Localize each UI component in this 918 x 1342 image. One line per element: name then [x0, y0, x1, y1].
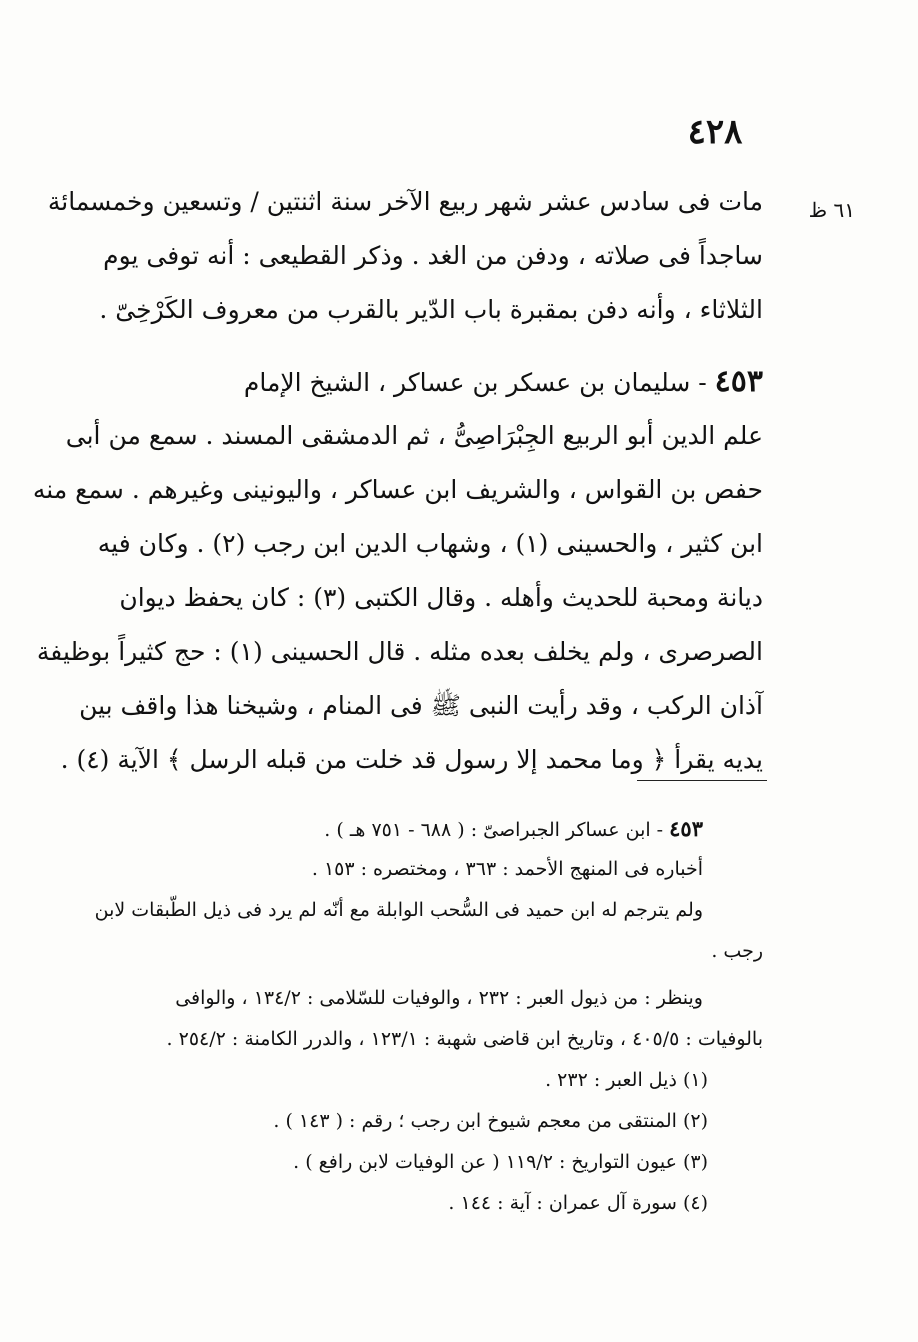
footnote-reference: (١) ذيل العبر : ٢٣٢ . [545, 1069, 708, 1091]
footnote-separator [637, 780, 767, 781]
footnote-reference: (٢) المنتقى من معجم شيوخ ابن رجب ؛ رقم : ( ١٤٣ ) . [273, 1110, 708, 1132]
footnote-entry-number: ٤٥٣ [669, 816, 703, 841]
entry-number: ٤٥٣ [714, 364, 763, 399]
bio-line: الصرصرى ، ولم يخلف بعده مثله . قال الحسينى (١) : حج كثيراً بوظيفة [36, 637, 763, 666]
bio-line: يديه يقرأ ﴿ وما محمد إلا رسول قد خلت من قبله الرسل ﴾ الآية (٤) . [60, 745, 763, 774]
bio-line: ديانة ومحبة للحديث وأهله . وقال الكتبى (٣) : كان يحفظ ديوان [119, 583, 763, 612]
margin-folio-note: ٦١ ظ [808, 198, 855, 222]
continuation-line: مات فى سادس عشر شهر ربيع الآخر سنة اثنتين / وتسعين وخمسمائة [47, 187, 763, 216]
bio-line: ابن كثير ، والحسينى (١) ، وشهاب الدين ابن رجب (٢) . وكان فيه [97, 529, 763, 558]
continuation-line: ساجداً فى صلاته ، ودفن من الغد . وذكر القطيعى : أنه توفى يوم [103, 241, 763, 270]
continuation-line: الثلاثاء ، وأنه دفن بمقبرة باب الدّير بالقرب من معروف الكَرْخِىّ . [99, 295, 763, 324]
footnotes-block [95, 808, 763, 1224]
footnote-reference: (٣) عيون التواريخ : ١١٩/٢ ( عن الوفيات لابن رافع ) . [293, 1151, 708, 1173]
footnote-line: بالوفيات : ٤٠٥/٥ ، وتاريخ ابن قاضى شهبة : ١٢٣/١ ، والدرر الكامنة : ٢٥٤/٢ . [166, 1028, 763, 1050]
footnote-entry-header [95, 808, 763, 849]
bio-line: حفص بن القواس ، والشريف ابن عساكر ، واليونينى وغيرهم . سمع منه [32, 475, 763, 504]
entry-first-line: - سليمان بن عسكر بن عساكر ، الشيخ الإمام [243, 368, 715, 397]
footnote-line: رجب . [711, 940, 763, 962]
footnote-line: ولم يترجم له ابن حميد فى السُّحب الوابلة مع أنّه لم يرد فى ذيل الطّبقات لابن [94, 899, 703, 921]
footnote-line: وينظر : من ذيول العبر : ٢٣٢ ، والوفيات للسّلامى : ١٣٤/٢ ، والوافى [175, 987, 703, 1009]
bio-line: علم الدين أبو الربيع الجِبْرَاصِىُّ ، ثم الدمشقى المسند . سمع من أبى [65, 421, 763, 450]
footnote-reference: (٤) سورة آل عمران : آية : ١٤٤ . [448, 1192, 708, 1214]
page-number: ٤٢٨ [687, 112, 743, 152]
main-text-block [32, 175, 763, 787]
bio-line: آذان الركب ، وقد رأيت النبى ﷺ فى المنام ، وشيخنا هذا واقف بين [79, 691, 763, 720]
entry-heading-line [95, 355, 763, 409]
footnote-line: أخباره فى المنهج الأحمد : ٣٦٣ ، ومختصره : ١٥٣ . [311, 858, 703, 880]
footnote-entry-title: - ابن عساكر الجبراصىّ : ( ٦٨٨ - ٧٥١ هـ ) . [324, 819, 670, 841]
